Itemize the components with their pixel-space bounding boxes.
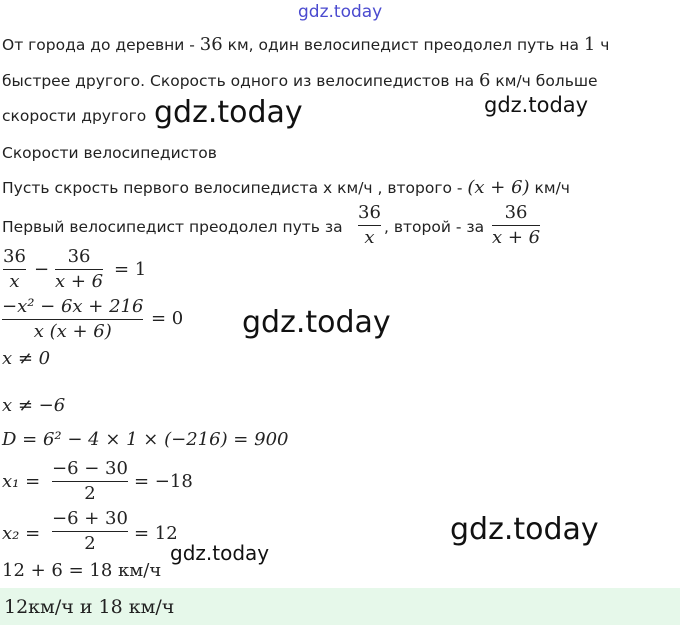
root-2-value: = 12: [134, 523, 178, 544]
path-text-b: , второй - за: [384, 218, 485, 236]
eq1-minus: −: [34, 259, 50, 280]
distance-value: 36: [199, 34, 223, 55]
speed-sum-line: 12 + 6 = 18 км/ч: [2, 560, 162, 581]
speed-diff-value: 6: [479, 70, 491, 91]
fraction-denominator: x: [9, 271, 20, 292]
root-1-fraction: [52, 458, 128, 504]
fraction-bar: [52, 481, 128, 482]
fraction-bar: [55, 269, 103, 270]
root-1-label: x₁ =: [2, 471, 41, 492]
problem-line-1: [2, 34, 609, 55]
fraction-numerator: 36: [3, 246, 26, 267]
problem-line-2: [2, 70, 598, 91]
watermark-2: gdz.today: [484, 93, 589, 117]
problem-text: км, один велосипедист преодолел путь на: [222, 36, 584, 54]
fraction-numerator: −6 − 30: [52, 458, 128, 479]
fraction-denominator: 2: [84, 533, 96, 554]
eq1-fraction-b: [55, 246, 103, 292]
watermark-1: gdz.today: [154, 95, 303, 130]
path-text-a: Первый велосипедист преодолел путь за: [2, 218, 343, 236]
fraction-bar: [3, 269, 26, 270]
fraction-denominator: x: [364, 227, 375, 248]
path-fraction-2: [492, 202, 540, 248]
path-fraction-1: [358, 202, 381, 248]
condition-x-not-minus-6: x ≠ −6: [2, 395, 66, 416]
condition-x-not-zero: x ≠ 0: [2, 348, 51, 369]
let-text: Пусть скрость первого велосипедиста x км/ч , второго -: [2, 179, 468, 197]
problem-line-3: скорости другого: [2, 107, 147, 125]
fraction-numerator: −6 + 30: [52, 508, 128, 529]
watermark-5: gdz.today: [170, 541, 270, 565]
watermark-top: gdz.today: [298, 2, 383, 22]
eq2-rhs: = 0: [151, 308, 184, 329]
problem-text: ч: [595, 36, 610, 54]
problem-text: быстрее другого. Скорость одного из велосипедистов на: [2, 72, 480, 90]
fraction-numerator: −x² − 6x + 216: [2, 296, 144, 317]
let-expression: (x + 6): [467, 177, 530, 198]
fraction-bar: [358, 225, 381, 226]
watermark-3: gdz.today: [242, 305, 391, 340]
answer-text: 12км/ч и 18 км/ч: [4, 596, 175, 618]
hour-value: 1: [583, 34, 596, 55]
let-unit: км/ч: [529, 179, 570, 197]
eq1-fraction-a: [3, 246, 26, 292]
eq2-fraction: [2, 296, 143, 342]
fraction-bar: [2, 319, 143, 320]
solution-heading: Скорости велосипедистов: [2, 144, 217, 162]
root-2-label: x₂ =: [2, 523, 41, 544]
fraction-denominator: x + 6: [55, 271, 104, 292]
discriminant-line: D = 6² − 4 × 1 × (−216) = 900: [2, 429, 289, 450]
fraction-bar: [52, 531, 128, 532]
fraction-denominator: 2: [84, 483, 96, 504]
problem-text: км/ч больше: [490, 72, 598, 90]
fraction-denominator: x (x + 6): [33, 321, 112, 342]
watermark-4: gdz.today: [450, 512, 599, 547]
root-2-fraction: [52, 508, 128, 554]
fraction-bar: [492, 225, 540, 226]
eq1-rhs: = 1: [114, 259, 147, 280]
fraction-numerator: 36: [504, 202, 528, 223]
fraction-denominator: x + 6: [492, 227, 541, 248]
fraction-numerator: 36: [358, 202, 381, 223]
let-line: [2, 177, 570, 198]
fraction-numerator: 36: [67, 246, 91, 267]
root-1-value: = −18: [134, 471, 193, 492]
problem-text: От города до деревни -: [2, 36, 200, 54]
